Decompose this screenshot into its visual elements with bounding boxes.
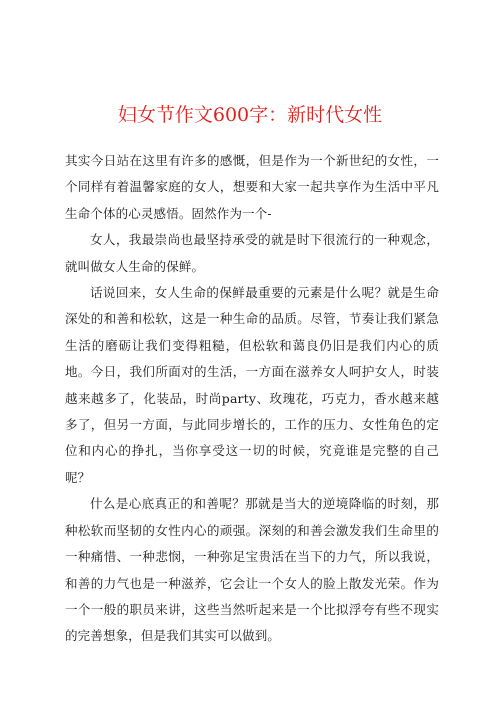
paragraph-2: 女人，我最崇尚也最坚持承受的就是时下很流行的一种观念，就叫做女人生命的保鲜。 bbox=[65, 232, 439, 274]
document-title: 妇女节作文600字：新时代女性 bbox=[117, 104, 383, 126]
paragraph-1: 其实今日站在这里有许多的感慨，但是作为一个新世纪的女性，一个同样有着温馨家庭的女人，想要和大家一起共享作为生活中平凡生命个体的心灵感悟。固然作为一个- bbox=[65, 153, 439, 221]
paragraph-4: 什么是心底真正的和善呢？那就是当大的逆境降临的时刻，那种松软而坚韧的女性内心的顽强。深刻的和善会激发我们生命里的一种痛惜、一种悲悯，一种弥足宝贵活在当下的力气，所以我说，和善的力气也是一种滋养，它会让一个女人的脸上散发光荣。作为一个一般的职员来讲，这些当然听起来是一个比拟浮夸有些不现实的完善想象，但是我们其实可以做到。 bbox=[65, 496, 439, 644]
document-body bbox=[65, 148, 439, 650]
paragraph-3: 话说回来，女人生命的保鲜最重要的元素是什么呢？就是生命深处的和善和松软，这是一种生命的品质。尽管，节奏让我们紧急生活的磨砺让我们变得粗糙，但松软和蔼良仍旧是我们内心的质地。今日，我们所面对的生活，一方面在滋养女人呵护女人，时装越来越多了，化装品，时尚party、玫瑰花，巧克力，香水越来越多了，但另一方面，与此同步增长的，工作的压力、女性角色的定位和内心的挣扎，当你享受这一切的时候，究竟谁是完整的自己呢？ bbox=[65, 285, 439, 485]
